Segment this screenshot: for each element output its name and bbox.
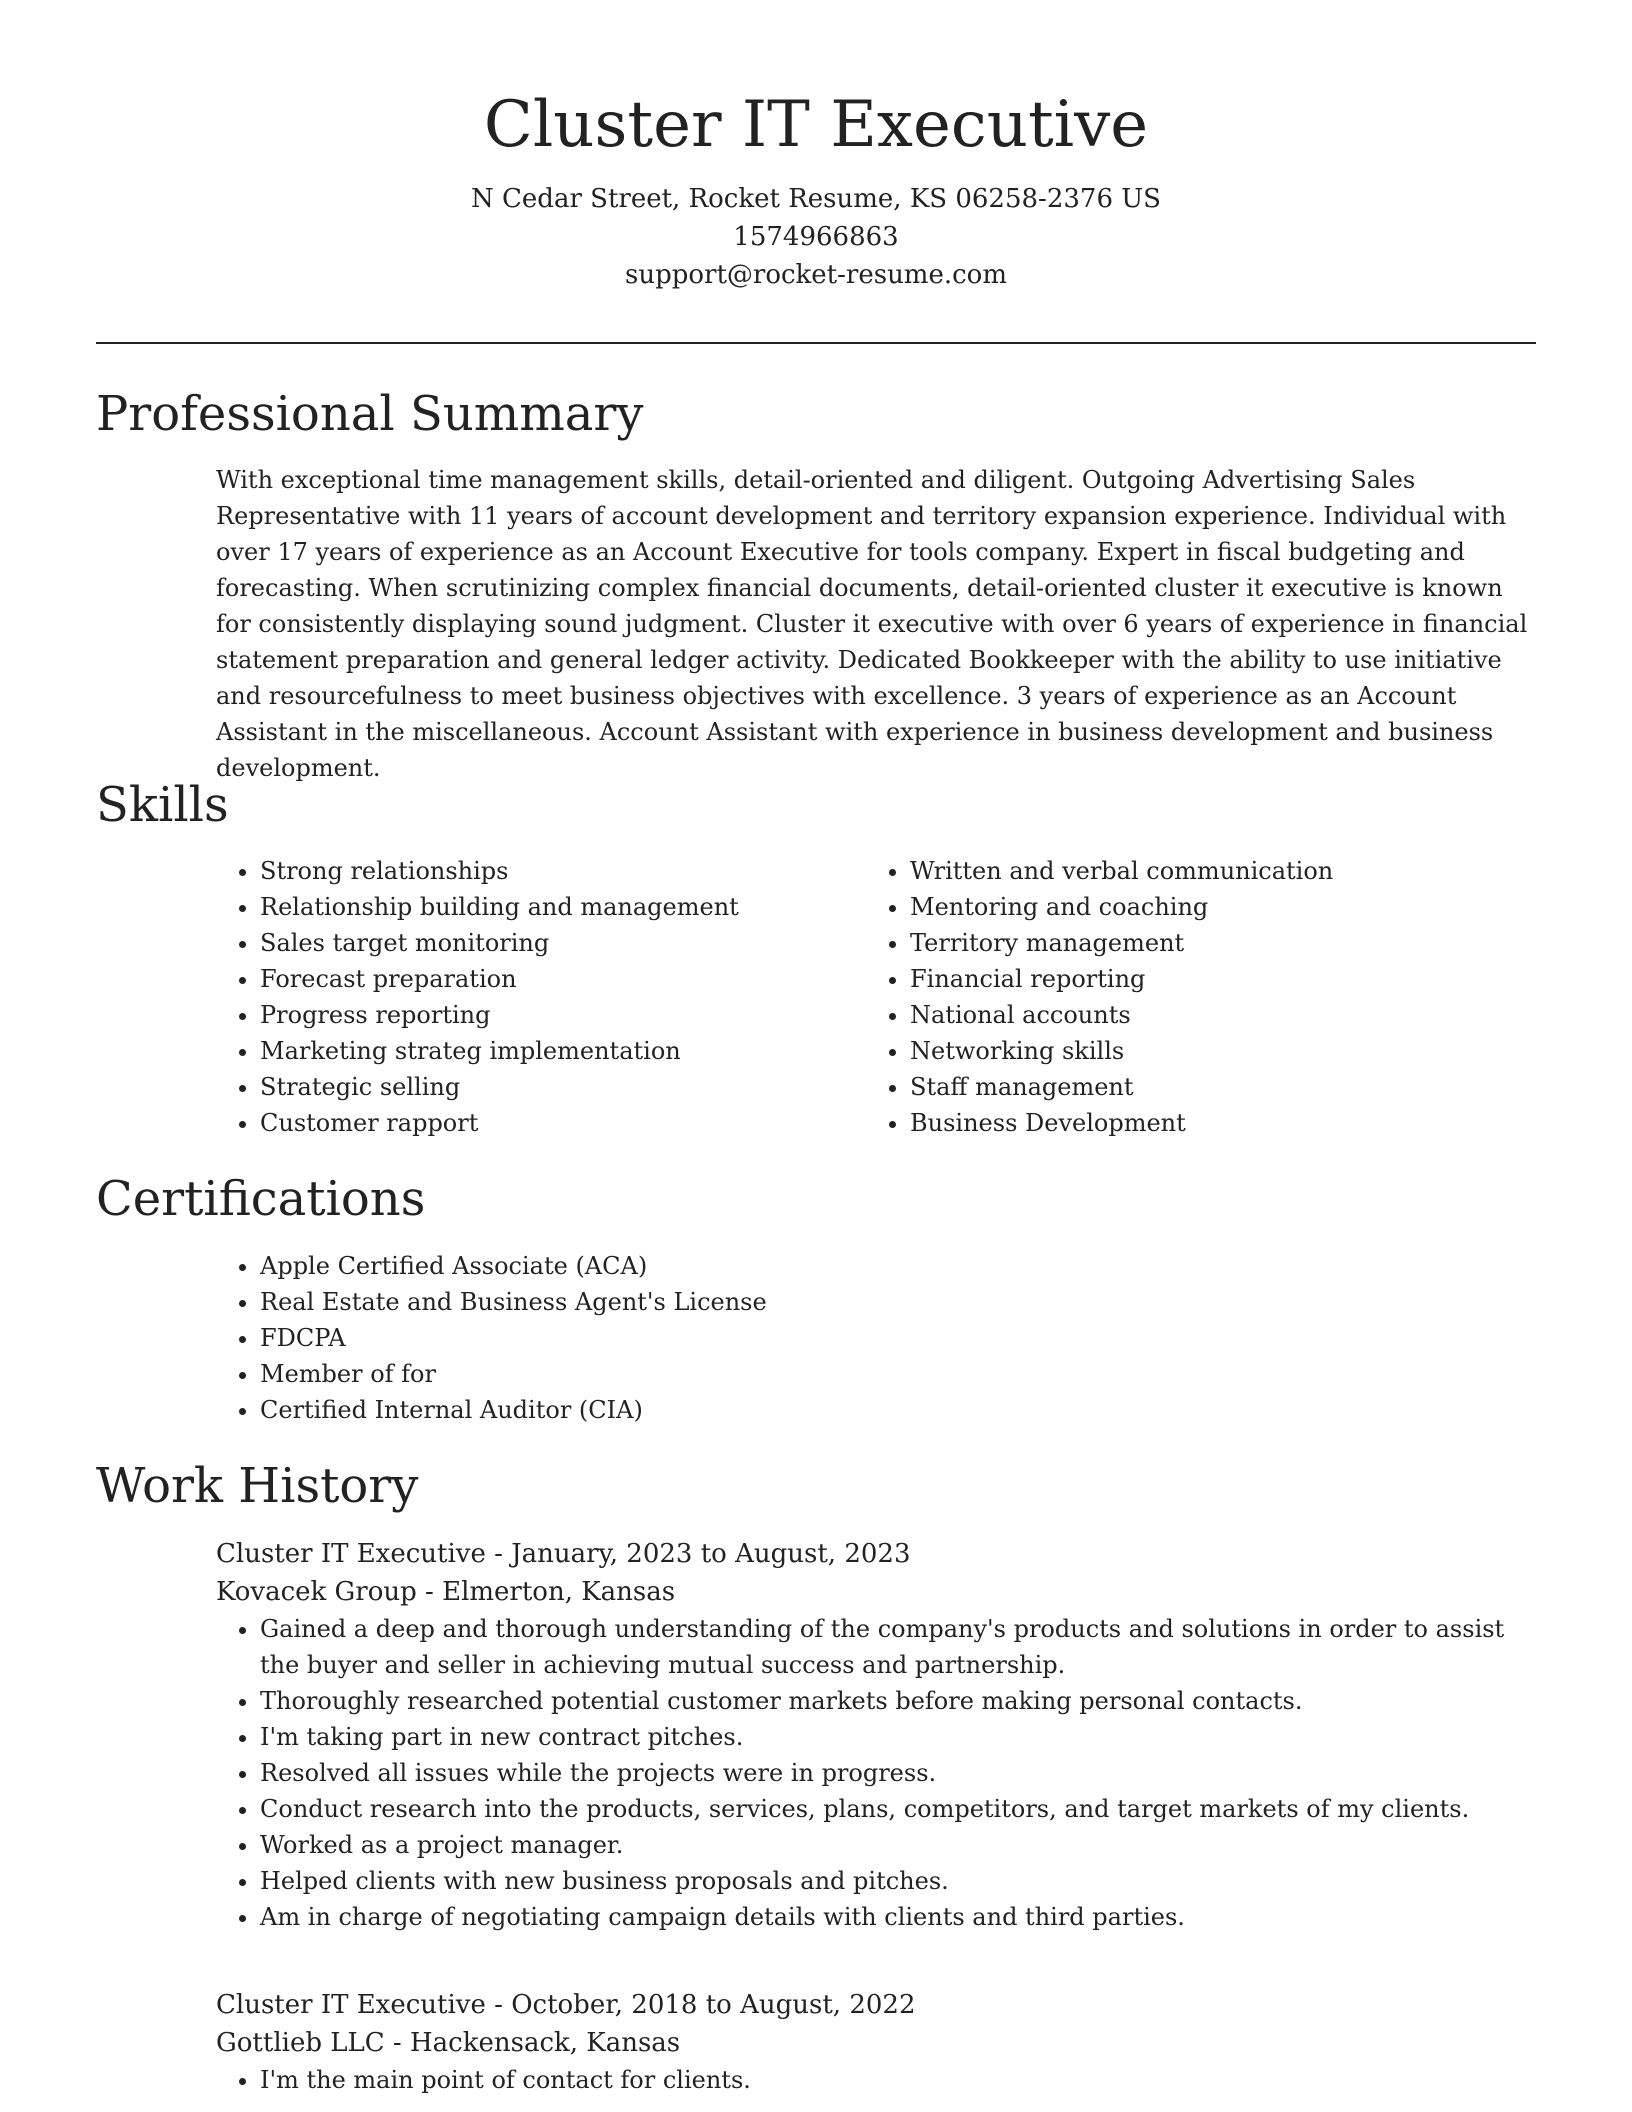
skill-item: • National accounts bbox=[910, 997, 1536, 1033]
skill-item: • Written and verbal communication bbox=[910, 853, 1536, 889]
job-duty-item: • Am in charge of negotiating campaign details with clients and third parties. bbox=[260, 1899, 1536, 1935]
certifications-heading: Certifications bbox=[96, 1171, 426, 1227]
job-role-line: Cluster IT Executive - October, 2018 to August, 2022 bbox=[216, 1990, 916, 2020]
contact-phone: 1574966863 bbox=[733, 222, 899, 252]
skill-item: • Strong relationships bbox=[260, 853, 856, 889]
skill-item: • Staff management bbox=[910, 1069, 1536, 1105]
certification-item: • Real Estate and Business Agent's License bbox=[260, 1284, 1536, 1320]
certification-item: • Member of for bbox=[260, 1356, 1536, 1392]
skill-item: • Forecast preparation bbox=[260, 961, 856, 997]
skill-item: • Mentoring and coaching bbox=[910, 889, 1536, 925]
skill-item: • Marketing strateg implementation bbox=[260, 1033, 856, 1069]
job-duties-list bbox=[216, 2062, 1536, 2098]
certifications-list bbox=[216, 1248, 1536, 1428]
skills-list-left bbox=[216, 853, 856, 1141]
job-duty-item: • Gained a deep and thorough understanding of the company's products and solutions in order to assist the buyer and seller in achieving mutual success and partnership. bbox=[260, 1611, 1536, 1683]
job-company-line: Kovacek Group - Elmerton, Kansas bbox=[216, 1577, 676, 1607]
header-divider bbox=[96, 342, 1536, 344]
certification-item: • Apple Certified Associate (ACA) bbox=[260, 1248, 1536, 1284]
skills-heading: Skills bbox=[96, 777, 229, 833]
skill-item: • Business Development bbox=[910, 1105, 1536, 1141]
skill-item: • Financial reporting bbox=[910, 961, 1536, 997]
skill-item: • Networking skills bbox=[910, 1033, 1536, 1069]
contact-address: N Cedar Street, Rocket Resume, KS 06258-2376 US bbox=[471, 184, 1161, 214]
job-role-line: Cluster IT Executive - January, 2023 to August, 2023 bbox=[216, 1539, 911, 1569]
skill-item: • Progress reporting bbox=[260, 997, 856, 1033]
job-entry bbox=[216, 1535, 1536, 1935]
skill-item: • Customer rapport bbox=[260, 1105, 856, 1141]
skill-item: • Relationship building and management bbox=[260, 889, 856, 925]
summary-heading: Professional Summary bbox=[96, 386, 644, 442]
certifications-block bbox=[216, 1248, 1536, 1428]
job-duty-item: • Helped clients with new business proposals and pitches. bbox=[260, 1863, 1536, 1899]
contact-email: support@rocket-resume.com bbox=[624, 260, 1007, 290]
job-duty-item: • Worked as a project manager. bbox=[260, 1827, 1536, 1863]
resume-header bbox=[96, 80, 1536, 294]
job-duty-item: • Resolved all issues while the projects were in progress. bbox=[260, 1755, 1536, 1791]
job-duty-item: • Thoroughly researched potential customer markets before making personal contacts. bbox=[260, 1683, 1536, 1719]
skill-item: • Sales target monitoring bbox=[260, 925, 856, 961]
skill-item: • Territory management bbox=[910, 925, 1536, 961]
certification-item: • FDCPA bbox=[260, 1320, 1536, 1356]
skill-item: • Strategic selling bbox=[260, 1069, 856, 1105]
job-company-line: Gottlieb LLC - Hackensack, Kansas bbox=[216, 2028, 681, 2058]
job-duty-item: • Conduct research into the products, services, plans, competitors, and target markets of my clients. bbox=[260, 1791, 1536, 1827]
skills-column-left bbox=[216, 853, 856, 1141]
job-duty-item: • I'm taking part in new contract pitches. bbox=[260, 1719, 1536, 1755]
summary-text: With exceptional time management skills, detail-oriented and diligent. Outgoing Advertising Sales Representative with 11 years of account development and territory expansion experience. Individual with over 17 years of experience as an Account Executive for tools company. Expert in fiscal budgeting and forecasting. When scrutinizing complex financial documents, detail-oriented cluster it executive is known for consistently displaying sound judgment. Cluster it executive with over 6 years of experience in financial statement preparation and general ledger activity. Dedicated Bookkeeper with the ability to use initiative and resourcefulness to meet business objectives with excellence. 3 years of experience as an Account Assistant in the miscellaneous. Account Assistant with experience in business development and business development. bbox=[216, 466, 1528, 782]
resume-name: Cluster IT Executive bbox=[483, 88, 1149, 162]
skills-column-right bbox=[866, 853, 1536, 1141]
certification-item: • Certified Internal Auditor (CIA) bbox=[260, 1392, 1536, 1428]
job-entry bbox=[216, 1986, 1536, 2098]
job-duty-item: • I'm the main point of contact for clients. bbox=[260, 2062, 1536, 2098]
work-history-heading: Work History bbox=[96, 1458, 419, 1514]
job-duties-list bbox=[216, 1611, 1536, 1935]
skills-list-right bbox=[866, 853, 1536, 1141]
